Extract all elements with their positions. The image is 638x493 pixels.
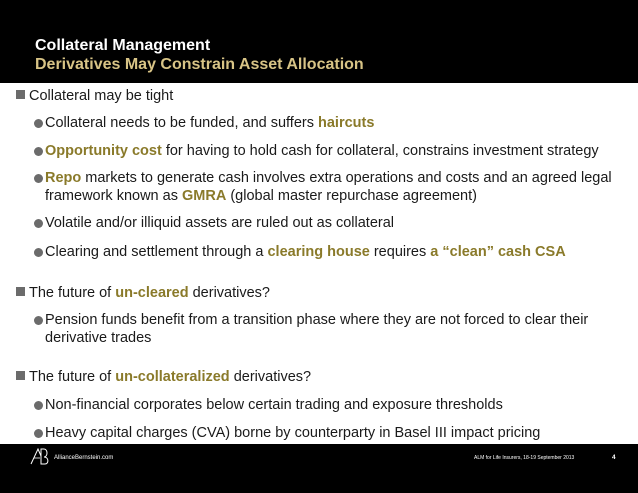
round-bullet-icon [34,119,43,128]
text-run: requires [369,244,431,260]
heading-text: Collateral may be tight [29,88,174,104]
highlight-run: a “clean” cash CSA [430,244,566,260]
text-run: The future of [29,369,116,385]
bullet-text: Volatile and/or illiquid assets are ruled out as collateral [45,215,395,231]
slide-subtitle: Derivatives May Constrain Asset Allocation [35,56,364,73]
bullet-text-continued [34,187,612,205]
footer-brand-link[interactable]: AllianceBernstein.com [54,455,114,461]
square-bullet-icon [16,287,25,296]
section-heading-uncleared [16,284,270,302]
highlight-run: Opportunity cost [45,143,162,159]
round-bullet-icon [34,401,43,410]
text-run: derivatives? [188,285,270,301]
section-heading-uncollateralized [16,368,311,386]
bullet-text: Non-financial corporates below certain trading and exposure thresholds [45,397,503,413]
bullet-text-continued: derivative trades [45,330,152,346]
round-bullet-icon [34,248,43,257]
slide-title: Collateral Management [35,37,211,54]
title-bar [0,0,638,83]
highlight-run: clearing house [267,244,370,260]
round-bullet-icon [34,429,43,438]
text-run: (global master repurchase agreement) [226,188,477,204]
round-bullet-icon [34,316,43,325]
page-number: 4 [612,454,616,461]
text-run: The future of [29,285,116,301]
bullet-text: Pension funds benefit from a transition phase where they are not forced to clear their [45,312,589,328]
bullet-text [34,169,612,187]
bullet-volatile-assets [34,214,394,232]
highlight-run: Repo [45,170,82,186]
square-bullet-icon [16,371,25,380]
bullet-non-financial [34,396,503,414]
footer-event-info: ALM for Life Insurers, 18-19 September 2013 [474,455,575,461]
bullet-capital-charges [34,424,540,442]
bullet-haircuts [34,114,374,132]
bullet-text [34,142,599,160]
bullet-repo [34,169,612,205]
highlight-run: GMRA [182,188,227,204]
bullet-text [34,114,374,132]
bullet-opportunity-cost [34,142,599,160]
text-run: Collateral needs to be funded, and suffers [45,115,319,131]
text-run: for having to hold cash for collateral, constrains investment strategy [161,143,599,159]
round-bullet-icon [34,174,43,183]
footer-bar [0,444,638,493]
section-heading-collateral [16,87,173,105]
highlight-run: un-cleared [115,285,189,301]
bullet-text [34,243,566,261]
text-run: framework known as [45,188,182,204]
bullet-clearing [34,243,566,261]
text-run: markets to generate cash involves extra operations and costs and an agreed legal [81,170,612,186]
bullet-pension-funds [34,311,588,347]
highlight-run: un-collateralized [115,369,230,385]
round-bullet-icon [34,219,43,228]
round-bullet-icon [34,147,43,156]
alliancebernstein-logo-icon [30,448,50,465]
text-run: derivatives? [229,369,312,385]
square-bullet-icon [16,90,25,99]
bullet-text: Heavy capital charges (CVA) borne by counterparty in Basel III impact pricing [45,425,541,441]
highlight-run: haircuts [318,115,375,131]
text-run: Clearing and settlement through a [45,244,268,260]
